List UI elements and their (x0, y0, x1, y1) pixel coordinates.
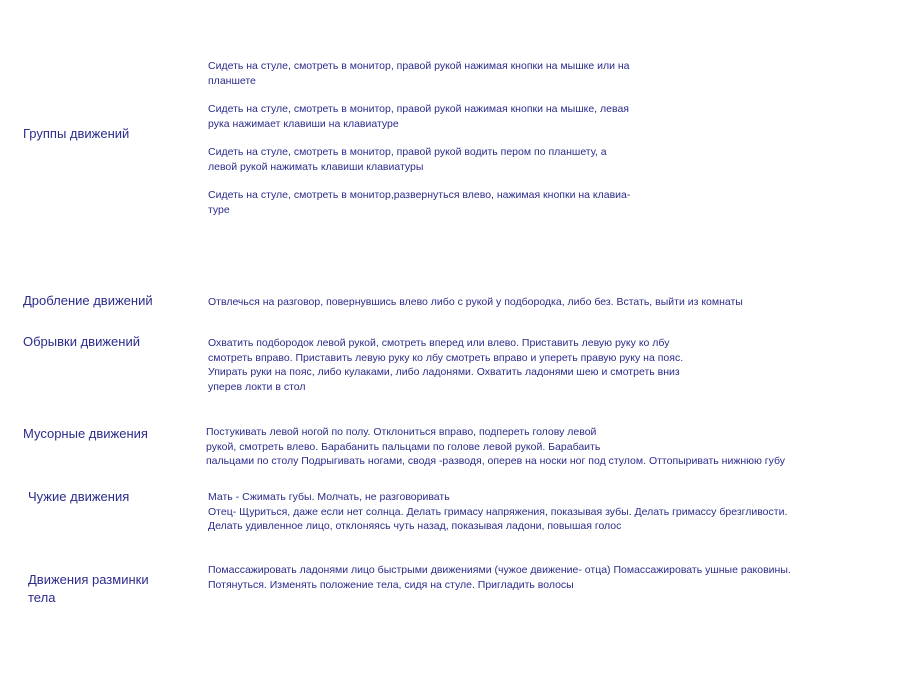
text-line: планшете (208, 74, 256, 87)
text-line: Охватить подбородок левой рукой, смотреть вперед или влево. Приставить левую руку ко лбу (208, 337, 670, 349)
groups-paragraph-2 (208, 102, 629, 131)
text-line: Мать - Сжимать губы. Молчать, не разговоривать (208, 491, 450, 503)
text-line: рукой, смотреть влево. Барабанить пальцами по голове левой рукой. Барабаить (206, 440, 601, 453)
section-heading-warmup (28, 571, 149, 607)
fragmentation-text (208, 295, 743, 310)
section-heading-groups: Группы движений (23, 126, 130, 141)
text-line: Сидеть на стуле, смотреть в монитор, правой рукой водить пером по планшету, а (208, 146, 607, 158)
text-line: Сидеть на стуле, смотреть в монитор, правой рукой нажимая кнопки на мышке или на (208, 60, 630, 72)
text-line: Сидеть на стуле, смотреть в монитор, правой рукой нажимая кнопки на мышке, левая (208, 103, 629, 115)
section-heading-junk: Мусорные движения (23, 426, 148, 441)
text-line: смотреть вправо. Приставить левую руку ко лбу смотреть вправо и упереть правую руку на пояс. (208, 351, 684, 364)
section-heading-others: Чужие движения (28, 489, 130, 504)
text-line: Отец- Щуриться, даже если нет солнца. Делать гримасу напряжения, показывая зубы. Делать гримассу брезгливости. (208, 505, 788, 518)
others-text (208, 490, 787, 534)
text-line: Делать удивленное лицо, отклоняясь чуть назад, показывая ладони, повышая голос (208, 520, 622, 532)
text-line: рука нажимает клавиши на клавиатуре (208, 117, 399, 130)
text-line: Отвлечься на разговор, повернувшись влево либо с рукой у подбородка, либо без. Встать, выйти из комнаты (208, 296, 743, 308)
text-line: Постукивать левой ногой по полу. Отклониться вправо, подпереть голову левой (206, 426, 597, 438)
fragments-text (208, 336, 683, 394)
groups-paragraph-3 (208, 145, 607, 174)
section-heading-fragments: Обрывки движений (23, 334, 140, 349)
groups-paragraph-4 (208, 188, 630, 217)
heading-line: тела (28, 590, 56, 605)
text-line: Сидеть на стуле, смотреть в монитор,развернуться влево, нажимая кнопки на клавиа- (208, 189, 631, 201)
heading-line: Движения разминки (28, 572, 149, 587)
groups-paragraph-1 (208, 59, 630, 88)
text-line: уперев локти в стол (208, 380, 306, 393)
text-line: Помассажировать ладонями лицо быстрыми движениями (чужое движение- отца) Помассажировать ушные раковины. (208, 564, 791, 576)
text-line: туре (208, 203, 230, 216)
warmup-text (208, 563, 791, 592)
text-line: пальцами по столу Подрыгивать ногами, сводя -разводя, оперев на носки ног под стулом. Оттопыривать нижнюю губу (206, 455, 786, 467)
text-line: Упирать руки на пояс, либо кулаками, либо ладонями. Охватить ладонями шею и смотреть вниз (208, 366, 680, 378)
junk-text (206, 425, 785, 469)
text-line: Потянуться. Изменять положение тела, сидя на стуле. Пригладить волосы (208, 578, 574, 591)
section-heading-fragmentation: Дробление движений (23, 293, 153, 308)
text-line: левой рукой нажимать клавиши клавиатуры (208, 160, 424, 173)
